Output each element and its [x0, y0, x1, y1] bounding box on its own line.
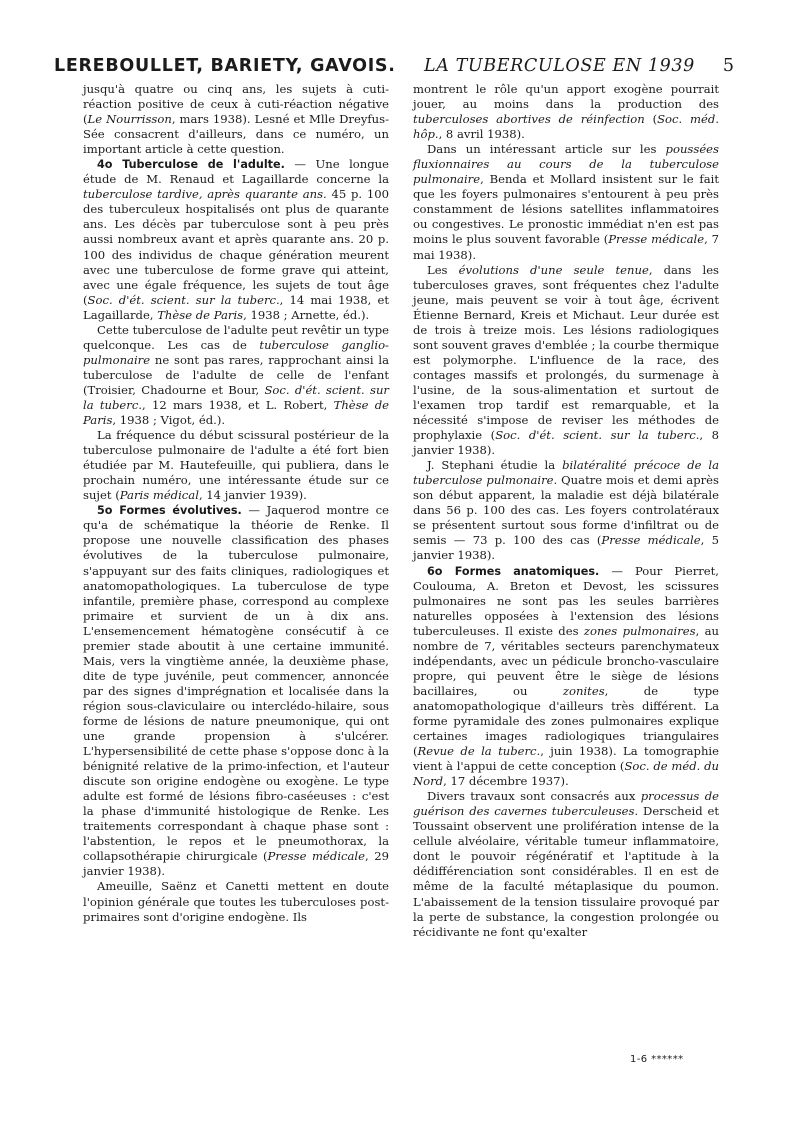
paragraph: montrent le rôle qu'un apport exogène pourrait jouer, au moins dans la production des tuberculoses abortives de réinfection (Soc. méd. hôp., 8 avril 1938). [413, 82, 719, 142]
section-heading: 6o Formes anatomiques. [427, 564, 600, 578]
section-heading: 4o Tuberculose de l'adulte. [97, 158, 285, 172]
paragraph: Dans un intéressant article sur les poussées fluxionnaires au cours de la tuberculose pulmonaire, Benda et Mollard insistent sur le fait que les foyers pulmonaires s'entourent à peu près constamment de lésions satellites inflammatoires ou congestives. Le pronostic immédiat n'en est pas moins le plus souvent favorable (Presse médicale, 7 mai 1938). [413, 142, 720, 262]
paragraph: 6o Formes anatomiques. — Pour Pierret, Coulouma, A. Breton et Devost, les scissures pulmonaires ne sont pas les seules barrières naturelles opposées à l'extension des lésions tuberculeuses. Il existe des zones pulmonaires, au nombre de 7, véritables secteurs parenchymateux indépendants, avec un pédicule broncho-vasculaire propre, qui peuvent être le siège de lésions bacillaires, ou zonites, de type anatomopathologique d'ailleurs très différent. La forme pyramidale des zones pulmonaires explique certaines images radiologiques triangulaires (Revue de la tuberc., juin 1938). La tomographie vient à l'appui de cette conception (Soc. de méd. du Nord, 17 décembre 1937). [413, 563, 720, 789]
printer-signature: 1-6 ****** [630, 1054, 684, 1065]
paragraph: Ameuille, Saënz et Canetti mettent en doute l'opinion générale que toutes les tuberculoses post-primaires sont d'origine endogène. Ils [83, 879, 389, 924]
paragraph: J. Stephani étudie la bilatéralité précoce de la tuberculose pulmonaire. Quatre mois et demi après son début apparent, la maladie est déjà bilatérale dans 56 p. 100 des cas. Les foyers controlatéraux se présentent surtout sous forme d'infiltrat ou de semis — 73 p. 100 des cas (Presse médicale, 5 janvier 1938). [413, 458, 720, 563]
right-column [413, 82, 719, 940]
paragraph: Cette tuberculose de l'adulte peut revêtir un type quelconque. Les cas de tuberculose ganglio-pulmonaire ne sont pas rares, rapprochant ainsi la tuberculose de l'adulte de celle de l'enfant (Troisier, Chadourne et Bour, Soc. d'ét. scient. sur la tuberc., 12 mars 1938, et L. Robert, Thèse de Paris, 1938 ; Vigot, éd.). [83, 322, 390, 428]
running-header [54, 56, 734, 80]
paragraph: Les évolutions d'une seule tenue, dans les tuberculoses graves, sont fréquentes chez l'adulte jeune, mais peuvent se voir à tout âge, écrivent Étienne Bernard, Kreis et Michaut. Leur durée est de trois à treize mois. Les lésions radiologiques sont souvent graves d'emblée ; la courbe thermique est polymorphe. L'influence de la race, des contages massifs et prolongés, du surmenage à l'usine, de la sous-alimentation et surtout de l'examen trop tardif est remarquable, et la nécessité s'impose de reviser les méthodes de prophylaxie (Soc. d'ét. scient. sur la tuberc., 8 janvier 1938). [413, 262, 720, 458]
paragraph: Divers travaux sont consacrés aux processus de guérison des cavernes tuberculeuses. Derscheid et Toussaint observent une prolifération intense de la cellule alvéolaire, véritable tumeur inflammatoire, dont le pouvoir régénératif et l'aptitude à la dédifférenciation sont considérables. Il en est de même de la faculté métaplasique du poumon. L'abaissement de la tension tissulaire provoqué par la perte de substance, la congestion prolongée ou récidivante ne font qu'exalter [413, 789, 719, 939]
section-heading: 5o Formes évolutives. [97, 504, 242, 518]
page-number: 5 [722, 56, 734, 76]
header-title: LA TUBERCULOSE EN 1939 [424, 56, 695, 76]
left-column [83, 82, 389, 925]
paragraph: La fréquence du début scissural postérieur de la tuberculose pulmonaire de l'adulte a été fort bien étudiée par M. Hautefeuille, qui publiera, dans le prochain numéro, une intéressante étude sur ce sujet (Paris médical, 14 janvier 1939). [83, 428, 389, 503]
paragraph: 5o Formes évolutives. — Jaquerod montre ce qu'a de schématique la théorie de Renke. Il propose une nouvelle classification des phases évolutives de la tuberculose pulmonaire, s'appuyant sur des faits cliniques, radiologiques et anatomopathologiques. La tuberculose de type infantile, première phase, correspond au complexe primaire et survient de un à dix ans. L'ensemencement hématogène consécutif à ce premier stade aboutit à une certaine immunité. Mais, vers la vingtième année, la deuxième phase, dite de type juvénile, peut commencer, annoncée par des signes d'imprégnation et localisée dans la région sous-claviculaire ou interclédo-hilaire, sous forme de lésions de nature pneumonique, qui ont une grande propension à s'ulcérer. L'hypersensibilité de cette phase s'oppose donc à la bénignité relative de la primo-infection, et l'auteur discute son origine endogène ou exogène. Le type adulte est formé de lésions fibro-caséeuses : c'est la phase d'immunité histologique de Renke. Les traitements correspondant à chaque phase sont : l'abstention, le repos et le pneumothorax, la collapsothérapie chirurgicale (Presse médicale, 29 janvier 1938). [83, 503, 390, 879]
paragraph: jusqu'à quatre ou cinq ans, les sujets à cuti-réaction positive de ceux à cuti-réaction négative (Le Nourrisson, mars 1938). Lesné et Mlle Dreyfus-Sée consacrent d'ailleurs, dans ce numéro, un important article à cette question. [83, 82, 389, 157]
paragraph: 4o Tuberculose de l'adulte. — Une longue étude de M. Renaud et Lagaillarde concerne la tuberculose tardive, après quarante ans. 45 p. 100 des tuberculeux hospitalisés ont plus de quarante ans. Les décès par tuberculose sont à peu près aussi nombreux avant et après quarante ans. 20 p. 100 des individus de chaque génération meurent avec une tuberculose de forme grave qui atteint, avec une égale fréquence, les sujets de tout âge (Soc. d'ét. scient. sur la tuberc., 14 mai 1938, et Lagaillarde, Thèse de Paris, 1938 ; Arnette, éd.). [83, 157, 389, 322]
header-authors: LEREBOULLET, BARIETY, GAVOIS. [54, 56, 396, 76]
